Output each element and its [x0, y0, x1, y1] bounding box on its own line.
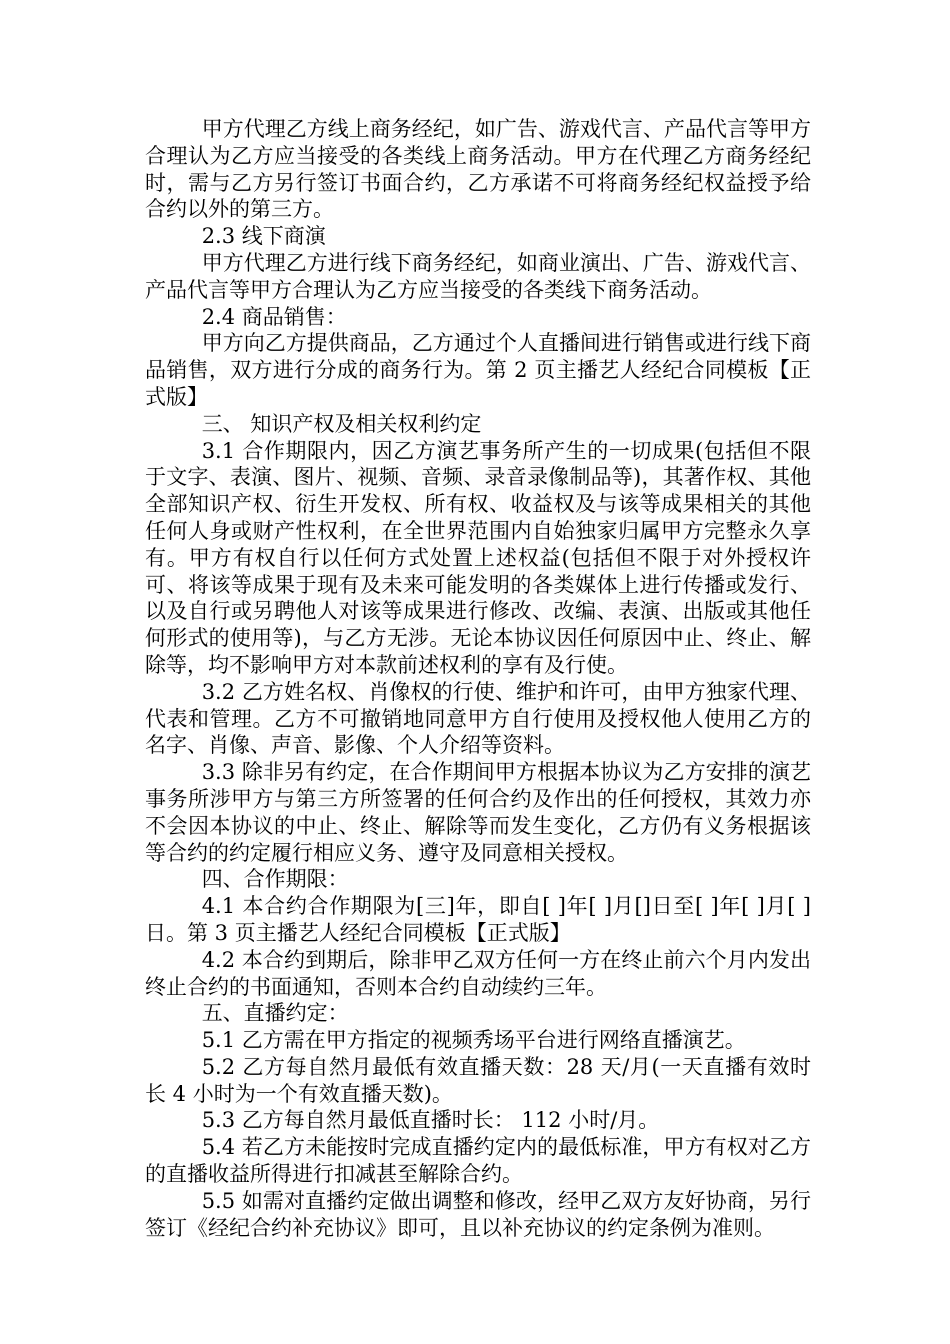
- clause-5-3: 5.3 乙方每自然月最低直播时长： 112 小时/月。: [201, 1108, 660, 1133]
- clause-5-1: 5.1 乙方需在甲方指定的视频秀场平台进行网络直播演艺。: [201, 1028, 746, 1053]
- paragraph-online-brokerage: 甲方代理乙方线上商务经纪，如广告、游戏代言、产品代言等甲方合理认为乙方应当接受的各类线上商务活动。甲方在代理乙方商务经纪时，需与乙方另行签订书面合约，乙方承诺不可将商务经纪权益授予给合约以外的第三方。: [145, 117, 811, 222]
- paragraph-product-sales: 甲方向乙方提供商品，乙方通过个人直播间进行销售或进行线下商品销售，双方进行分成的商务行为。第 2 页主播艺人经纪合同模板【正式版】: [145, 331, 811, 409]
- clause-4-2: 4.2 本合约到期后，除非甲乙双方任何一方在终止前六个月内发出终止合约的书面通知，否则本合约自动续约三年。: [145, 947, 811, 999]
- document-body: [145, 116, 811, 1241]
- clause-3-1: 3.1 合作期限内，因乙方演艺事务所产生的一切成果(包括但不限于文字、表演、图片、视频、音频、录音录像制品等)，其著作权、其他全部知识产权、衍生开发权、所有权、收益权及与该等成果相关的其他任何人身或财产性权利，在全世界范围内自始独家归属甲方完整永久享有。甲方有权自行以任何方式处置上述权益(包括但不限于对外授权许可、将该等成果于现有及未来可能发明的各类媒体上进行传播或发行、以及自行或另聘他人对该等成果进行修改、改编、表演、出版或其他任何形式的使用等)，与乙方无涉。无论本协议因任何原因中止、终止、解除等，均不影响甲方对本款前述权利的享有及行使。: [145, 438, 811, 677]
- paragraph-offline-brokerage: 甲方代理乙方进行线下商务经纪，如商业演出、广告、游戏代言、产品代言等甲方合理认为乙方应当接受的各类线下商务活动。: [145, 250, 811, 302]
- clause-5-5: 5.5 如需对直播约定做出调整和修改，经甲乙双方友好协商，另行签订《经纪合约补充协议》即可，且以补充协议的约定条例为准则。: [145, 1188, 811, 1240]
- clause-3-3: 3.3 除非另有约定，在合作期间甲方根据本协议为乙方安排的演艺事务所涉甲方与第三方所签署的任何合约及作出的任何授权，其效力亦不会因本协议的中止、终止、解除等而发生变化，乙方仍有义务根据该等合约的约定履行相应义务、遵守及同意相关授权。: [145, 760, 811, 865]
- clause-5-2: 5.2 乙方每自然月最低有效直播天数：28 天/月(一天直播有效时长 4 小时为一个有效直播天数)。: [145, 1054, 811, 1106]
- section-5-heading: 五、直播约定：: [201, 1001, 349, 1026]
- clause-5-4: 5.4 若乙方未能按时完成直播约定内的最低标准，甲方有权对乙方的直播收益所得进行扣减甚至解除合约。: [145, 1135, 811, 1187]
- section-4-heading: 四、合作期限：: [201, 867, 349, 892]
- section-2-3-heading: 2.3 线下商演: [201, 224, 326, 249]
- section-3-heading: 三、 知识产权及相关权利约定: [201, 411, 482, 436]
- section-2-4-heading: 2.4 商品销售：: [201, 304, 347, 329]
- clause-4-1: 4.1 本合约合作期限为[三]年，即自[ ]年[ ]月[]日至[ ]年[ ]月[ ]日。第 3 页主播艺人经纪合同模板【正式版】: [145, 894, 811, 945]
- clause-3-2: 3.2 乙方姓名权、肖像权的行使、维护和许可，由甲方独家代理、代表和管理。乙方不可撤销地同意甲方自行使用及授权他人使用乙方的名字、肖像、声音、影像、个人介绍等资料。: [145, 679, 811, 758]
